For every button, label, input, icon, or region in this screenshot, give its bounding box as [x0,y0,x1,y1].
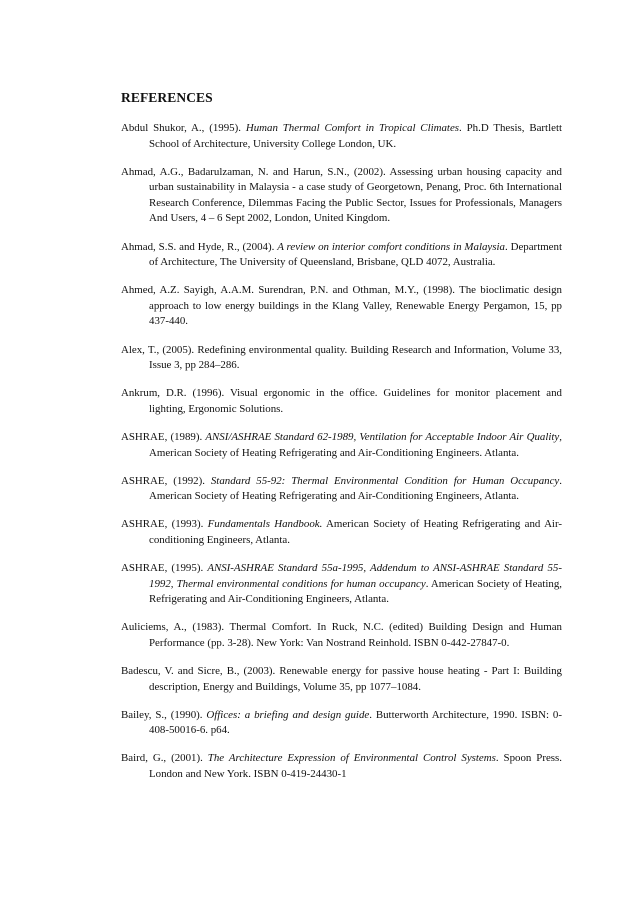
reference-title: Standard 55-92: Thermal Environmental Condition for Human Occupancy [210,474,560,487]
reference-text: Ahmad, S.S. and Hyde, R., (2004). [121,240,278,253]
reference-text: Baird, G., (2001). [121,752,208,765]
reference-text: Abdul Shukor, A., (1995). [121,122,246,134]
reference-text: ASHRAE, (1995). [121,561,208,574]
reference-title: ANSI/ASHRAE Standard 62-1989, Ventilation for Acceptable Indoor Air Quality [205,430,560,443]
reference-text: Ahmad, A.G., Badarulzaman, N. and Harun, S.N., (2002). Assessing urban housing capacity and urban sustainability in Malaysia - a case study of Georgetown, Penang, Proc. 6th International Research Conference, Dilemmas Facing the Public Sector, Issues for Professionals, Managers And Users, 4 – 6 Sept 2002, London, United Kingdom. [121,165,562,225]
reference-text-continued: . American Society of Heating, Refrigerating and Air-Conditioning Engineers, Atlanta. [149,577,562,606]
reference-text-continued: American Society of Heating Refrigerating and Air-conditioning Engineers, Atlanta. [149,518,562,546]
reference-entry [121,430,562,461]
reference-title: ANSI-ASHRAE Standard 55a-1995, Addendum to ANSI-ASHRAE Standard 55-1992, Thermal environmental conditions for human occupancy [149,561,562,590]
reference-entry [121,620,562,651]
reference-entry [121,561,562,608]
reference-title: Fundamentals Handbook. [207,518,323,531]
reference-text-continued: , American Society of Heating Refrigerating and Air-Conditioning Engineers. Atlanta. [149,430,562,459]
reference-entry [121,517,562,548]
reference-text: ASHRAE, (1989). [121,430,206,443]
reference-text: ASHRAE, (1993). [121,518,208,531]
reference-list [121,121,562,795]
reference-text-continued: . Department of Architecture, The University of Queensland, Brisbane, QLD 4072, Australia. [149,240,562,269]
reference-entry [121,283,562,330]
reference-entry [121,474,562,505]
reference-entry [121,343,562,374]
reference-title: The Architecture Expression of Environmental Control Systems [207,752,496,765]
reference-title: Human Thermal Comfort in Tropical Climates [245,122,460,134]
reference-text: Auliciems, A., (1983). Thermal Comfort. In Ruck, N.C. (edited) Building Design and Human Performance (pp. 3-28). New York: Van Nostrand Reinhold. ISBN 0-442-27847-0. [121,621,562,649]
reference-text: Ankrum, D.R. (1996). Visual ergonomic in the office. Guidelines for monitor placement and lighting, Ergonomic Solutions. [121,387,562,415]
reference-text-continued: . Butterworth Architecture, 1990. ISBN: 0-408-50016-6. p64. [149,708,563,737]
reference-title: Offices: a briefing and design guide [206,708,370,721]
section-heading: REFERENCES [121,90,213,105]
reference-entry [121,240,562,271]
reference-entry [121,664,562,695]
reference-text: Badescu, V. and Sicre, B., (2003). Renewable energy for passive house heating - Part I: Building description, Energy and Buildings, Volume 35, pp 1077–1084. [121,664,562,693]
reference-text: Alex, T., (2005). Redefining environmental quality. Building Research and Information, Volume 33, Issue 3, pp 284–286. [121,343,562,372]
reference-text: Ahmed, A.Z. Sayigh, A.A.M. Surendran, P.N. and Othman, M.Y., (1998). The bioclimatic design approach to low energy buildings in the Klang Valley, Renewable Energy Pergamon, 15, pp 437-440. [121,284,562,328]
reference-entry [121,708,562,739]
reference-text: Bailey, S., (1990). [121,708,207,721]
reference-entry [121,751,562,782]
reference-entry [121,121,562,152]
reference-text-continued: . American Society of Heating Refrigerating and Air-Conditioning Engineers, Atlanta. [149,474,562,503]
reference-text-continued: . Spoon Press. London and New York. ISBN 0-419-24430-1 [149,752,562,780]
reference-text-continued: . Ph.D Thesis, Bartlett School of Architecture, University College London, UK. [149,122,562,150]
reference-text: ASHRAE, (1992). [121,474,211,487]
reference-entry [121,165,562,227]
reference-title: A review on interior comfort conditions in Malaysia [277,240,505,253]
reference-entry [121,386,562,417]
